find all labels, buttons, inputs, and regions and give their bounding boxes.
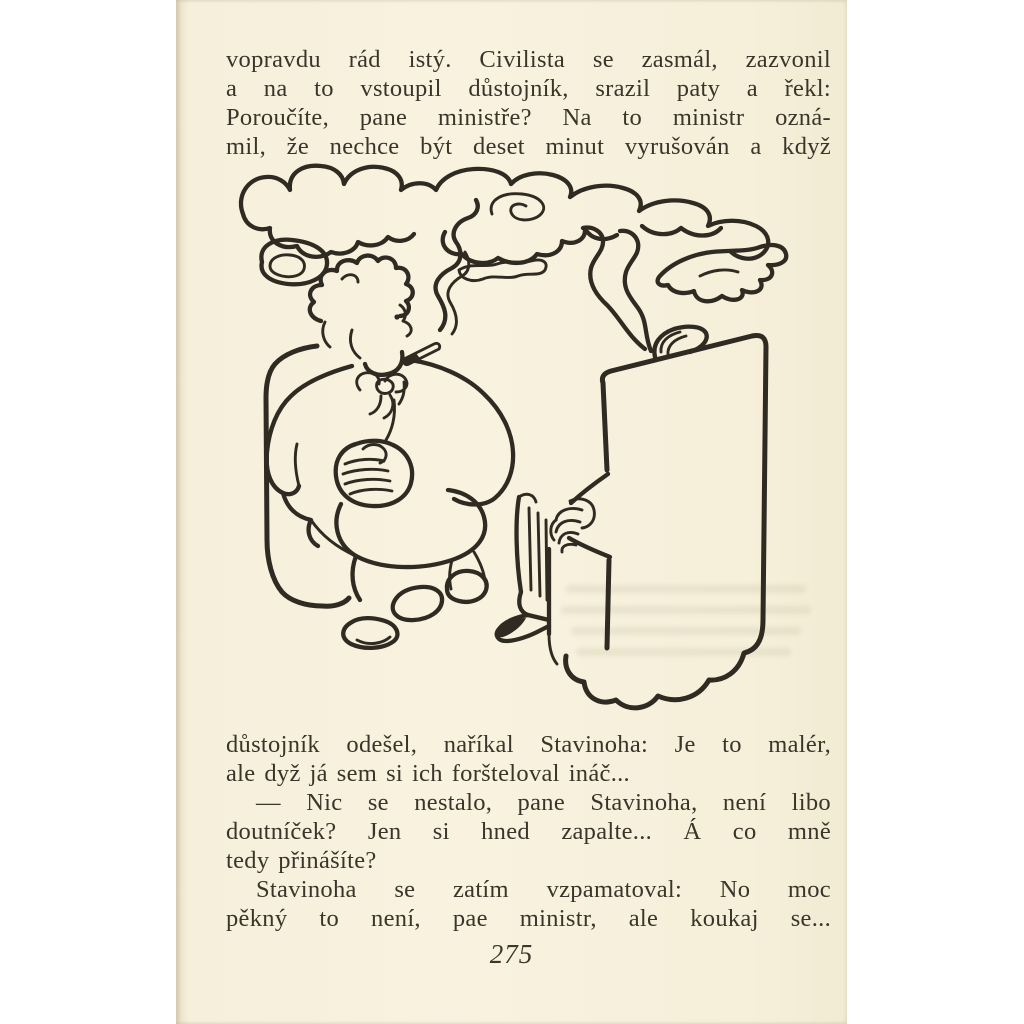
page-number: 275 [489,939,534,969]
paragraph-bottom [226,730,831,933]
page-showthrough [571,627,801,635]
text-line: vopravdu rád istý. Civilista se zasmál, zazvonil [226,46,831,73]
text-line: mil, že nechce být deset minut vyrušován a když [226,133,831,160]
text-line: a na to vstoupil důstojník, srazil paty a řekl: [226,75,831,102]
text-line: — Nic se nestalo, pane Stavinoha, není libo [256,789,831,816]
smoke-clouds [241,166,786,351]
text-line: ale dyž já sem si ich foršteloval ináč... [226,760,630,787]
text-line: tedy přinášíte? [226,847,377,874]
seated-man [267,256,513,648]
bow-tie [357,373,407,418]
clasped-hands [336,441,412,506]
text-line: Poroučíte, pane ministře? Na to ministr ozná- [226,104,831,131]
hat-on-panel [654,327,706,357]
armchair-back [266,346,349,606]
cigar [403,343,439,364]
text-line: Stavinoha se zatím vzpamatoval: No moc [256,876,831,903]
hand-with-boot [497,474,610,664]
book-page [176,0,847,1024]
eye-dot [394,314,399,319]
paragraph-top [226,45,831,161]
text-line: důstojník odešel, naříkal Stavinoha: Je to malér, [226,731,831,758]
page-showthrough [566,585,806,593]
floor-stone [343,618,397,648]
text-line: pěkný to není, pae ministr, ale koukaj se... [226,905,831,932]
text-line: doutníček? Jen si hned zapalte... Á co mně [226,818,831,845]
page-showthrough [576,648,791,656]
page-showthrough [561,606,811,614]
